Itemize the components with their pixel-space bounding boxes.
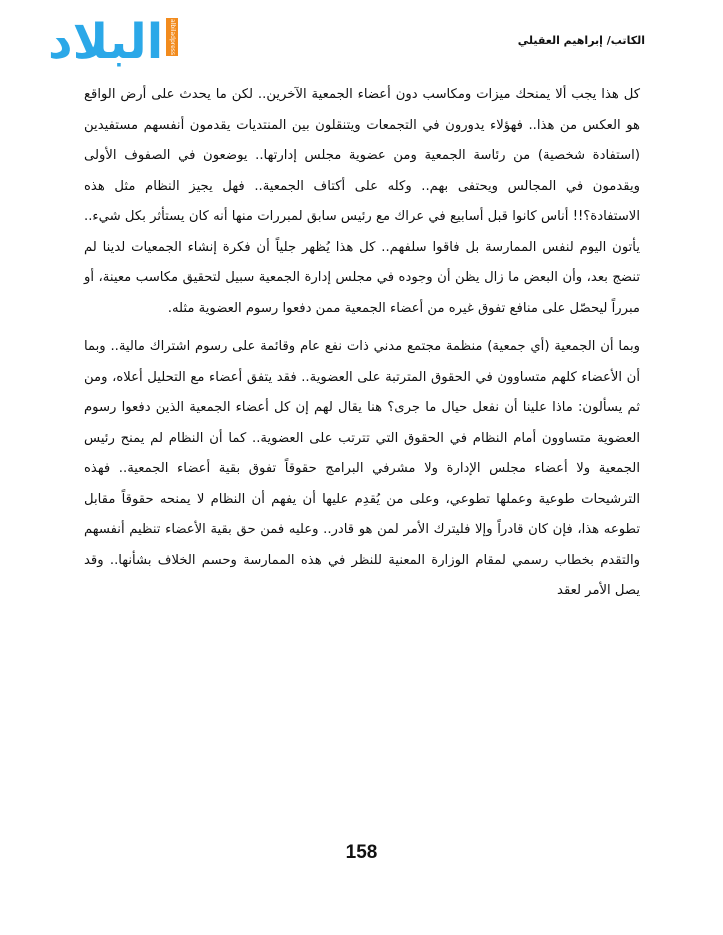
logo-tag: albiladpress xyxy=(166,18,178,56)
logo-wordmark: البلاد xyxy=(48,14,164,70)
newspaper-logo xyxy=(48,14,178,70)
author-byline: الكاتب/ إبراهيم العقيلي xyxy=(517,34,645,47)
page-number: 158 xyxy=(345,842,378,863)
body-paragraph: كل هذا يجب ألا يمنحك ميزات ومكاسب دون أعضاء الجمعية الآخرين.. لكن ما يحدث على أرض الواقع هو العكس من هذا.. فهؤلاء يدورون في التجمعات ويتنقلون بين المنتديات يقدمون أنفسهم مستفيدين (استفادة شخصية) من رئاسة الجمعية ومن عضوية مجلس إدارتها.. يوضعون في الصفوف الأولى ويقدمون في المجالس ويحتفى بهم.. وكله على أكتاف الجمعية.. فهل يجيز النظام مثل هذه الاستفادة؟!! أناس كانوا قبل أسابيع في عراك مع رئيس سابق لمبررات منها أنه كان يستأثر بكل شيء.. يأتون اليوم لنفس الممارسة بل فاقوا سلفهم.. كل هذا يُظهر جلياً أن فكرة إنشاء الجمعيات لدينا لم تنضج بعد، وأن البعض ما زال يظن أن وجوده في مجلس إدارة الجمعية سبيل لتحقيق مكاسب معينة، أو مبرراً ليحصّل على منافع تفوق غيره من أعضاء الجمعية ممن دفعوا رسوم العضوية مثله. xyxy=(84,87,640,316)
page-header xyxy=(0,0,723,80)
body-paragraph: وبما أن الجمعية (أي جمعية) منظمة مجتمع مدني ذات نفع عام وقائمة على رسوم اشتراك مالية.. وبما أن الأعضاء كلهم متساوون في الحقوق المترتبة على العضوية.. فقد يتفق أعضاء مع التحليل أعلاه، ومن ثم يسألون: ماذا علينا أن نفعل حيال ما جرى؟ هنا يقال لهم إن كل أعضاء الجمعية الذين دفعوا رسوم العضوية متساوون أمام النظام في الحقوق التي تترتب على العضوية.. كما أن النظام لم يمنح رئيس الجمعية ولا أعضاء مجلس الإدارة ولا مشرفي البرامج حقوقاً تفوق بقية أعضاء الجمعية.. فهذه الترشيحات طوعية وعملها تطوعي، وعلى من يُقدِم عليها أن يفهم أن النظام لا يمنحه حقوقاً مقابل تطوعه هذا، فإن كان قادراً وإلا فليترك الأمر لمن هو قادر.. وعليه فمن حق بقية الأعضاء تنظيم أنفسهم والتقدم بخطاب رسمي لمقام الوزارة المعنية للنظر في هذه الممارسة وحسم الخلاف بشأنها.. وقد يصل الأمر لعقد xyxy=(84,339,640,598)
article-body xyxy=(84,80,640,607)
